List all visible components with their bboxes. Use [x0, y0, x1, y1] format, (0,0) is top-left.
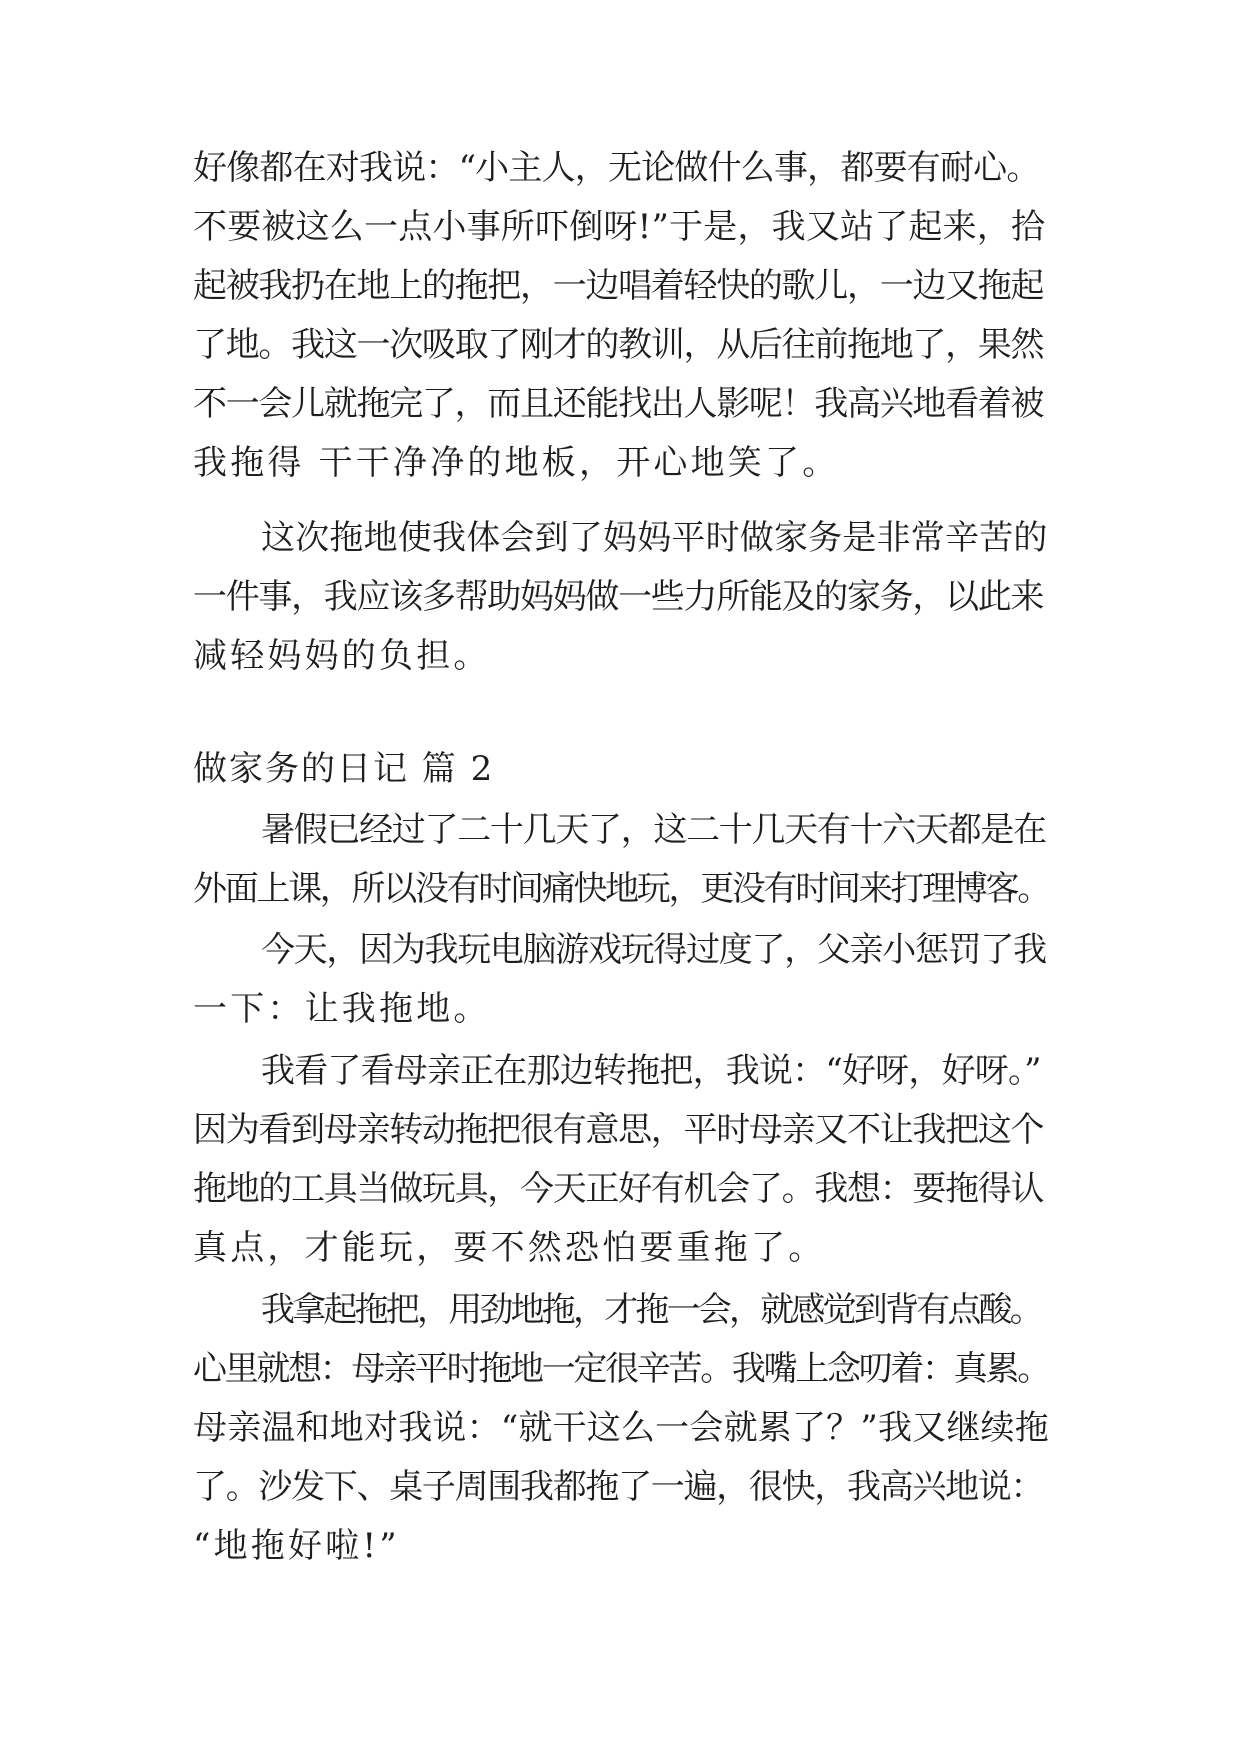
- paragraph-line: 一下：让我拖地。: [193, 989, 491, 1029]
- paragraph-line: 我拿起拖把，用劲地拖，才拖一会，就感觉到背有点酸。: [261, 1290, 1041, 1330]
- paragraph-line: 拖地的工具当做玩具，今天正好有机会了。我想：要拖得认: [193, 1169, 1044, 1209]
- paragraph-line: 我拖得 干干净净的地板，开心地笑了。: [193, 443, 840, 483]
- section-heading: 做家务的日记 篇 2: [193, 749, 495, 789]
- paragraph-line: 今天，因为我玩电脑游戏玩得过度了，父亲小惩罚了我: [261, 930, 1046, 970]
- paragraph-line: 暑假已经过了二十几天了，这二十几天有十六天都是在: [261, 810, 1046, 850]
- paragraph-line: 不一会儿就拖完了，而且还能找出人影呢！我高兴地看着被: [193, 384, 1044, 424]
- paragraph-line: 外面上课，所以没有时间痛快地玩，更没有时间来打理博客。: [193, 869, 1049, 909]
- paragraph-line: 了地。我这一次吸取了刚才的教训，从后往前拖地了，果然: [193, 325, 1044, 365]
- paragraph-line: 这次拖地使我体会到了妈妈平时做家务是非常辛苦的: [261, 518, 1048, 558]
- paragraph-line: 不要被这么一点小事所吓倒呀!”于是，我又站了起来，拾: [193, 207, 1046, 247]
- paragraph-line: 好像都在对我说：“小主人，无论做什么事，都要有耐心。: [193, 148, 1040, 188]
- paragraph-line: 减轻妈妈的负担。: [193, 636, 491, 676]
- paragraph-line: 真点，才能玩，要不然恐怕要重拖了。: [193, 1228, 826, 1268]
- paragraph-line: 了。沙发下、桌子周围我都拖了一遍，很快，我高兴地说：: [193, 1467, 1044, 1507]
- paragraph-line: 心里就想：母亲平时拖地一定很辛苦。我嘴上念叨着：真累。: [193, 1349, 1049, 1389]
- paragraph-line: 一件事，我应该多帮助妈妈做一些力所能及的家务，以此来: [193, 577, 1044, 617]
- paragraph-line: 因为看到母亲转动拖把很有意思，平时母亲又不让我把这个: [193, 1110, 1044, 1150]
- paragraph-line: 我看了看母亲正在那边转拖把，我说：“好呀，好呀。”: [261, 1051, 1041, 1091]
- paragraph-line: “地拖好啦!”: [193, 1526, 400, 1566]
- paragraph-line: 起被我扔在地上的拖把，一边唱着轻快的歌儿，一边又拖起: [193, 266, 1044, 306]
- paragraph-line: 母亲温和地对我说：“就干这么一会就累了？”我又继续拖: [193, 1408, 1049, 1448]
